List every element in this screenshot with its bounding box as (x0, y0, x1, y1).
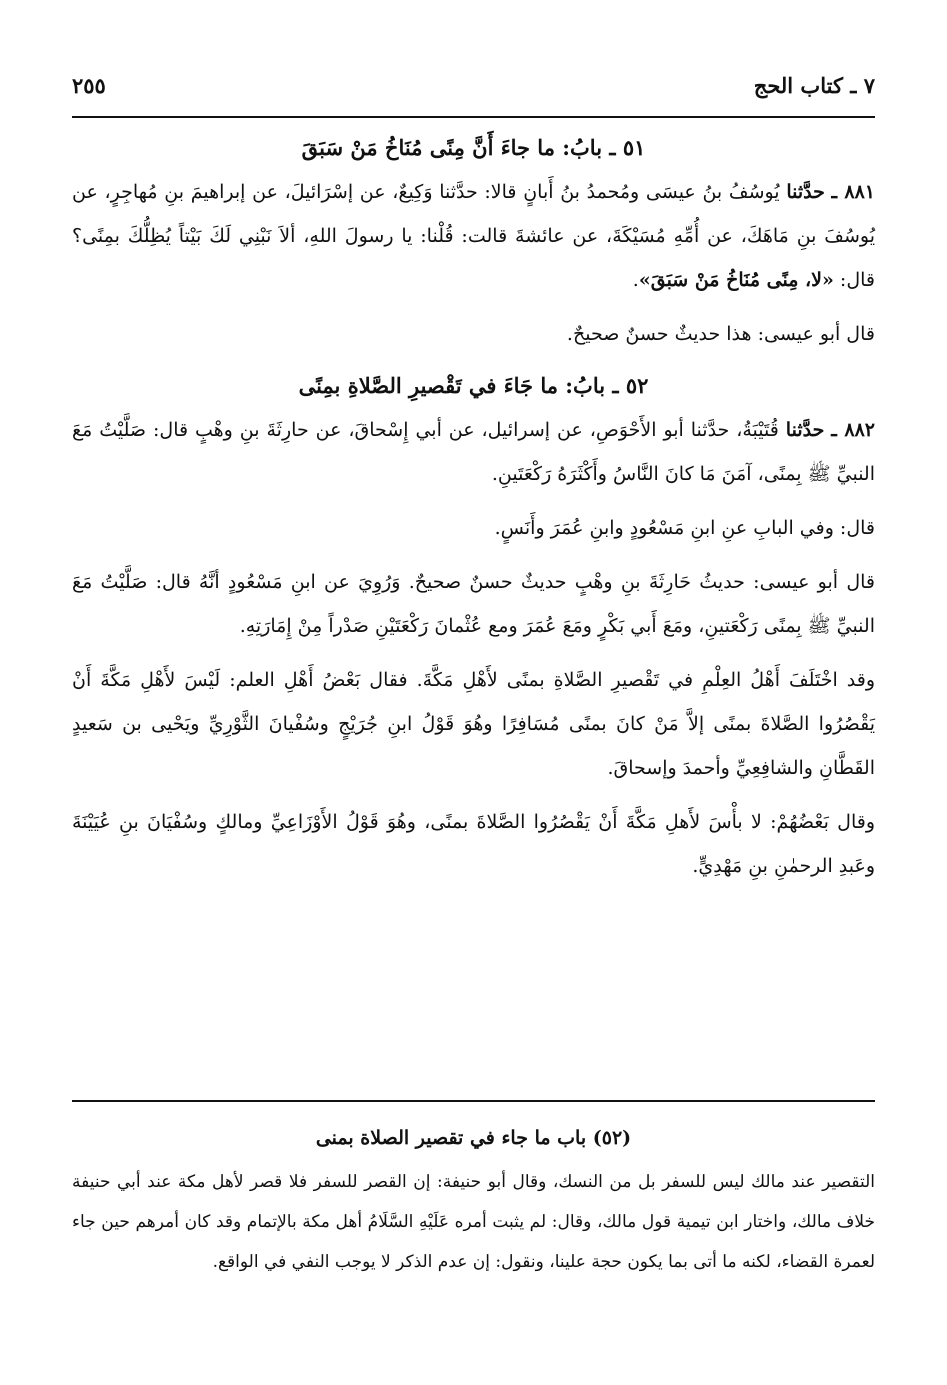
footnote-divider (72, 1100, 875, 1102)
footnote-area (72, 1118, 875, 1282)
hadith-number: ٨٨١ ـ (831, 181, 876, 203)
commentary-paragraph: وقد اخْتَلَفَ أَهْلُ العِلْمِ في تَقْصيرِ الصَّلاةِ بمنًى لأَهْلِ مَكَّةَ. فقال بَعْضُ أَهْلِ العلم: لَيْسَ لأَهْلِ مَكَّةَ أَنْ يَقْصُرُوا الصَّلاةَ بمنًى إلاَّ مَنْ كانَ بمنًى مُسَافِرًا وهُوَ قَوْلُ ابنِ جُرَيْجٍ وسُفْيانَ الثَّوْرِيِّ ويَحْيى بن سَعيدٍ القَطَّانِ والشافِعِيِّ وأحمدَ وإسحاقَ. (72, 669, 875, 779)
commentary-paragraph: وقال بَعْضُهُمْ: لا بأْسَ لأَهلِ مَكَّةَ أَنْ يَقْصُرُوا الصَّلاةَ بمنًى، وهُوَ قَوْلُ الأَوْزَاعِيِّ ومالكٍ وسُفْيَانَ بنِ عُيَيْنَةَ وعَبدِ الرحمٰنِ بنِ مَهْدِيٍّ. (72, 811, 875, 877)
commentary-paragraph: قال أبو عيسى: هذا حديثٌ حسنٌ صحيحٌ. (566, 323, 875, 345)
chapter-heading: ٧ ـ كتاب الحج (753, 73, 875, 98)
commentary-paragraph: قال: وفي البابِ عنِ ابنِ مَسْعُودٍ وابنِ عُمَرَ وأَنَسٍ. (494, 517, 875, 539)
hadith-paragraph (72, 408, 875, 496)
footnote-text: التقصير عند مالك ليس للسفر بل من النسك، وقال أبو حنيفة: إن القصر للسفر فلا قصر لأهل مكة عند أبي حنيفة خلاف مالك، واختار ابن تيمية قول مالك، وقال: لم يثبت أمره عَلَيْهِ السَّلَامُ أهل مكة بالإتمام وقد كان أمرهم حين جاء لعمرة القضاء، لكنه ما أتى بما يكون حجة علينا، ونقول: إن عدم الذكر لا يوجب النفي في الواقع. (72, 1172, 875, 1272)
hadith-end: . (632, 269, 639, 291)
hadith-text: قُتَيْبَةُ، حدَّثنا أبو الأَحْوَصِ، عن إسرائيل، عن أبي إِسْحاقَ، عن حارِثَةَ بنِ وهْبٍ قال: صَلَّيْتُ مَعَ النبيِّ ﷺ بِمنًى، آمَنَ مَا كانَ النَّاسُ وأَكْثَرَهُ رَكْعَتَينِ. (72, 419, 875, 485)
hadith-text: يُوسُفُ بنُ عيسَى ومُحمدُ بنُ أَبانٍ قالا: حدَّثنا وَكِيعٌ، عن إسْرَائيلَ، عن إبراهيمَ بنِ مُهاجِرٍ، عن يُوسُفَ بنِ مَاهَكَ، عن أُمِّهِ مُسَيْكَةَ، عن عائشةَ قالت: قُلْنا: يا رسولَ اللهِ، ألاَ نَبْنِي لَكَ بَيْتاً يُظِلُّكَ بمِنًى؟ قال: (72, 181, 876, 291)
header-divider (72, 116, 875, 118)
section-title: ٥٢ ـ بابُ: ما جَاءَ في تَقْصيرِ الصَّلاةِ بمِنًى (298, 373, 649, 398)
page-number: ٢٥٥ (72, 73, 106, 98)
section-title: ٥١ ـ بابُ: ما جاءَ أَنَّ مِنًى مُنَاخُ مَنْ سَبَقَ (301, 135, 646, 160)
commentary-paragraph: قال أبو عيسى: حديثُ حَارِثَةَ بنِ وهْبٍ حديثٌ حسنٌ صحيحٌ. وَرُوِيَ عن ابنِ مَسْعُودٍ أنَّهُ قال: صَلَّيْتُ مَعَ النبيِّ ﷺ بِمنًى رَكْعَتينِ، ومَعَ أَبي بَكْرٍ ومَعَ عُمَرَ ومع عُثْمانَ رَكْعَتَيْنِ صَدْراً مِنْ إِمَارَتِهِ. (72, 571, 875, 637)
running-header (72, 58, 875, 98)
main-text (72, 126, 875, 888)
hadith-quote: «لا، مِنًى مُنَاخُ مَنْ سَبَقَ» (638, 269, 834, 291)
hadith-lead: حدَّثنا (786, 181, 825, 203)
hadith-paragraph (72, 170, 875, 302)
hadith-number: ٨٨٢ ـ (831, 419, 875, 441)
footnote-title: (٥٢) باب ما جاء في تقصير الصلاة بمنى (315, 1127, 632, 1149)
hadith-lead: حدَّثنا (785, 419, 825, 441)
